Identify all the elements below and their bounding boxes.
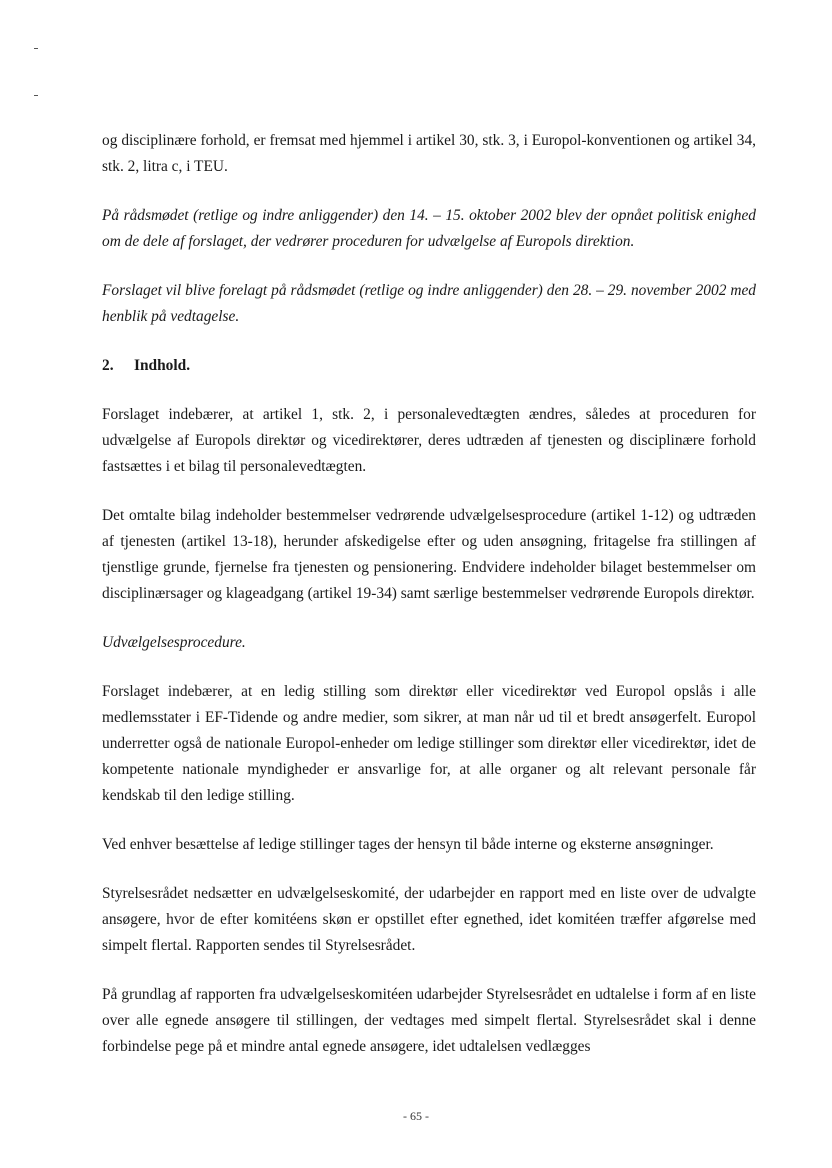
section-number: 2.	[102, 357, 114, 374]
paragraph-italic: Forslaget vil blive forelagt på rådsmødet (retlige og indre anliggender) den 28. – 29. november 2002 med henblik på vedtagelse.	[102, 282, 756, 325]
subheading: Udvælgelsesprocedure.	[102, 634, 246, 651]
margin-mark	[34, 95, 38, 96]
paragraph: Ved enhver besættelse af ledige stillinger tages der hensyn til både interne og eksterne ansøgninger.	[102, 836, 714, 853]
paragraph: Styrelsesrådet nedsætter en udvælgelseskomité, der udarbejder en rapport med en liste over de udvalgte ansøgere, hvor de efter komitéens skøn er opstillet efter egnethed, idet komitéen træffer afgørelse med simpelt flertal. Rapporten sendes til Styrelsesrådet.	[102, 885, 756, 954]
paragraph: På grundlag af rapporten fra udvælgelseskomitéen udarbejder Styrelsesrådet en udtalelse i form af en liste over alle egnede ansøgere til stillingen, der vedtages med simpelt flertal. Styrelsesrådet skal i denne forbindelse pege på et mindre antal egnede ansøgere, idet udtalelsen vedlægges	[102, 986, 756, 1055]
document-body	[102, 128, 756, 1060]
paragraph: Forslaget indebærer, at en ledig stilling som direktør eller vicedirektør ved Europol opslås i alle medlemsstater i EF-Tidende og andre medier, som sikrer, at man når ud til et bredt ansøgerfelt. Europol underretter også de nationale Europol-enheder om ledige stillinger som direktør eller vicedirektør, idet de kompetente nationale myndigheder er ansvarlige for, at alle organer og alt relevant personale får kendskab til den ledige stilling.	[102, 683, 756, 804]
section-title: Indhold.	[134, 357, 191, 374]
page-number: - 65 -	[403, 1109, 429, 1123]
paragraph: Det omtalte bilag indeholder bestemmelser vedrørende udvælgelsesprocedure (artikel 1-12) og udtræden af tjenesten (artikel 13-18), herunder afskedigelse efter og uden ansøgning, fritagelse fra stillingen af tjenstlige grunde, fjernelse fra tjenesten og pensionering. Endvidere indeholder bilaget bestemmelser om disciplinærsager og klageadgang (artikel 19-34) samt særlige bestemmelser vedrørende Europols direktør.	[102, 507, 756, 602]
section-heading	[102, 353, 756, 379]
paragraph: Forslaget indebærer, at artikel 1, stk. 2, i personalevedtægten ændres, således at proceduren for udvælgelse af Europols direktør og vicedirektører, deres udtræden af tjenesten og disciplinære forhold fastsættes i et bilag til personalevedtægten.	[102, 406, 756, 475]
paragraph-italic: På rådsmødet (retlige og indre anliggender) den 14. – 15. oktober 2002 blev der opnået politisk enighed om de dele af forslaget, der vedrører proceduren for udvælgelse af Europols direktion.	[102, 207, 756, 250]
margin-mark	[34, 48, 38, 49]
paragraph: og disciplinære forhold, er fremsat med hjemmel i artikel 30, stk. 3, i Europol-konventionen og artikel 34, stk. 2, litra c, i TEU.	[102, 132, 756, 175]
